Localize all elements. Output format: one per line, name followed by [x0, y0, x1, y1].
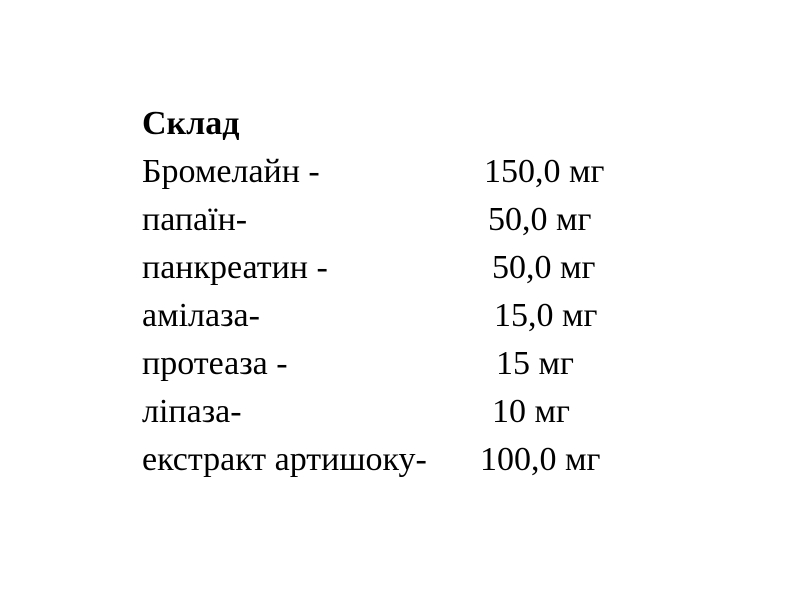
ingredient-name: папаїн-: [142, 201, 248, 238]
ingredient-dose: 10 мг: [492, 393, 570, 430]
ingredient-row: [142, 196, 702, 244]
ingredient-dose: 50,0 мг: [488, 201, 592, 238]
ingredient-dose: 50,0 мг: [492, 249, 596, 286]
ingredient-row: [142, 388, 702, 436]
ingredient-dose: 15 мг: [496, 345, 574, 382]
ingredient-row: [142, 244, 702, 292]
ingredient-name: екстракт артишоку-: [142, 441, 427, 478]
ingredient-name: панкреатин -: [142, 249, 328, 286]
ingredient-dose: 100,0 мг: [480, 441, 601, 478]
ingredient-row: [142, 436, 702, 484]
ingredient-row: [142, 292, 702, 340]
ingredient-name: ліпаза-: [142, 393, 242, 430]
ingredient-dose: 15,0 мг: [494, 297, 598, 334]
composition-title: Склад: [142, 105, 240, 142]
ingredient-name: амілаза-: [142, 297, 260, 334]
ingredient-name: протеаза -: [142, 345, 288, 382]
ingredient-name: Бромелайн -: [142, 153, 320, 190]
ingredient-dose: 150,0 мг: [484, 153, 605, 190]
ingredient-row: [142, 340, 702, 388]
ingredient-row: [142, 148, 702, 196]
